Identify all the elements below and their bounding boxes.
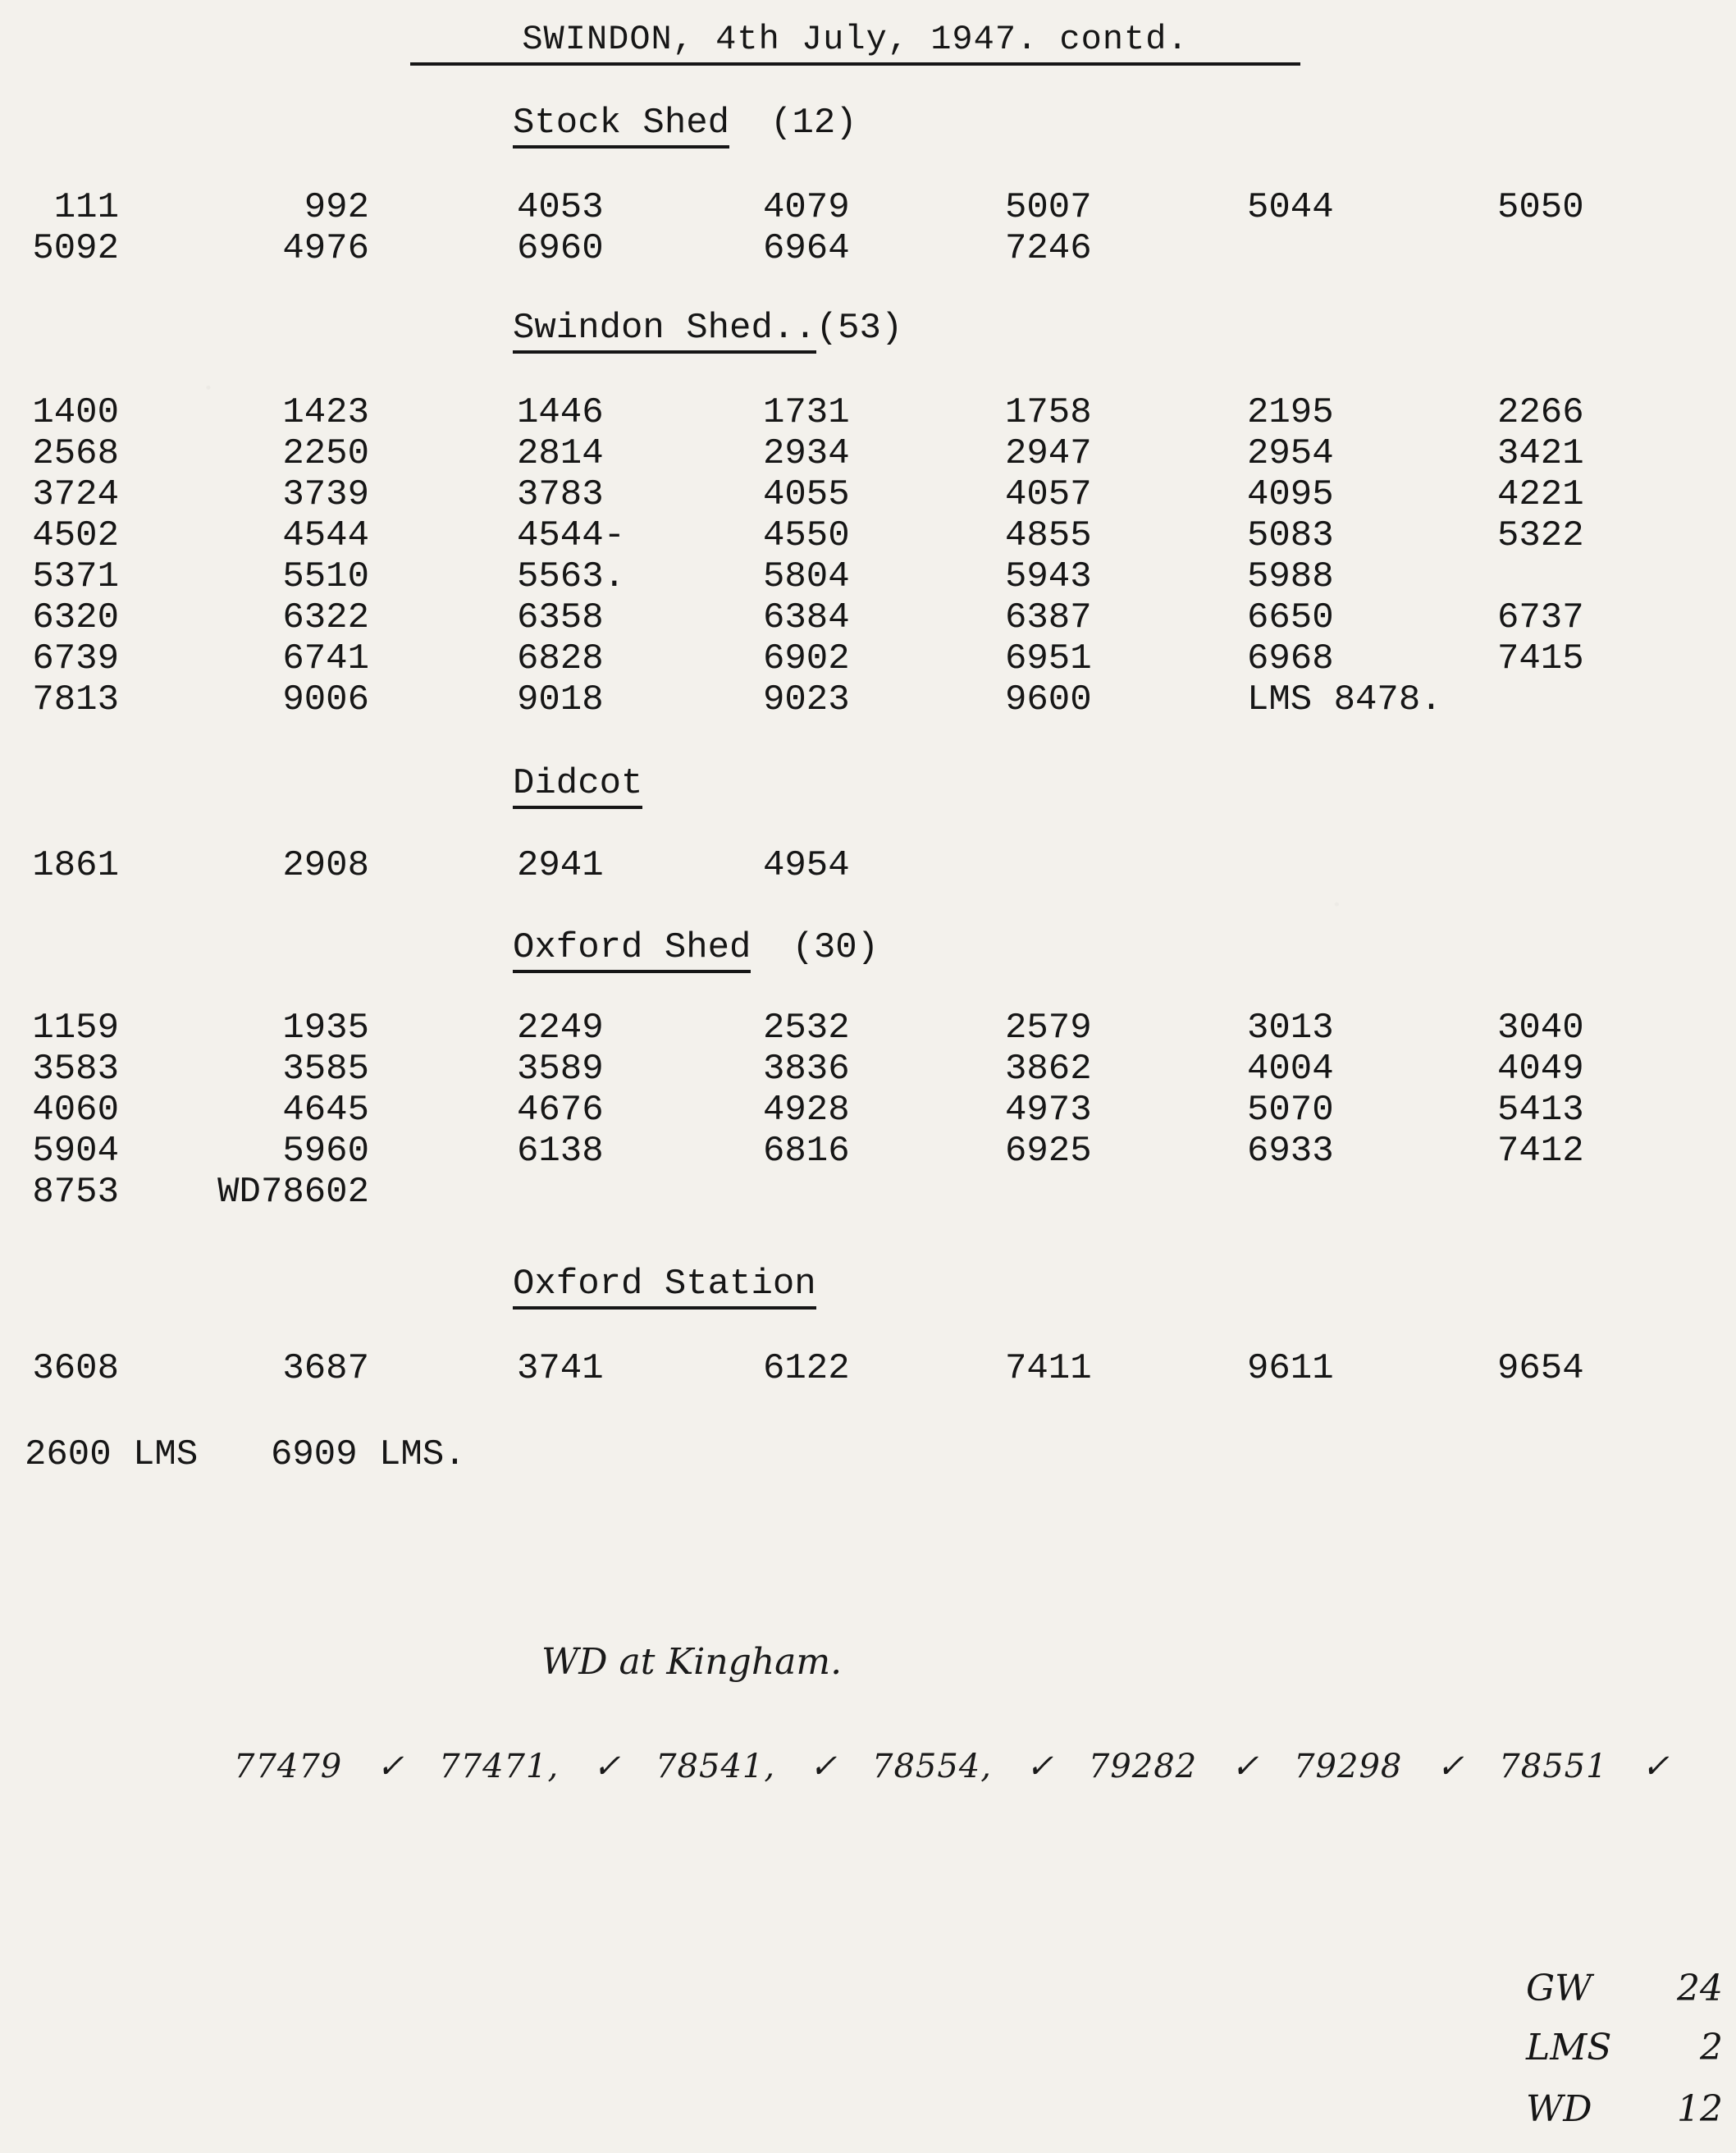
engine-number: 6828	[517, 638, 604, 679]
engine-number: LMS 8478.	[1247, 679, 1442, 720]
engine-number: 1159	[32, 1008, 119, 1049]
engine-number: 5007	[1005, 187, 1092, 228]
engine-number: 5050	[1497, 187, 1584, 228]
table-row	[0, 1049, 1736, 1090]
tally-row	[1526, 2088, 1723, 2130]
section-name: Stock Shed	[513, 103, 729, 149]
engine-number: 4544	[282, 515, 369, 556]
tally-key: GW	[1526, 1968, 1592, 2009]
engine-number: 3608	[32, 1348, 119, 1389]
engine-number: 6358	[517, 597, 604, 638]
table-row	[0, 845, 1736, 886]
engine-number: 6384	[763, 597, 850, 638]
section-heading-oxford-shed	[513, 927, 879, 968]
engine-number: 5371	[32, 556, 119, 597]
engine-number: 5904	[32, 1131, 119, 1172]
engine-number: 2941	[517, 845, 604, 886]
engine-number: 2908	[282, 845, 369, 886]
table-row	[0, 187, 1736, 228]
table-row	[0, 597, 1736, 638]
engine-number: 4057	[1005, 474, 1092, 515]
engine-number: 4928	[763, 1090, 850, 1131]
engine-number: 4502	[32, 515, 119, 556]
engine-number: 9018	[517, 679, 604, 720]
engine-number: 2600 LMS	[25, 1434, 199, 1475]
engine-number: 3687	[282, 1348, 369, 1389]
engine-number: 2814	[517, 433, 604, 474]
engine-number: 6902	[763, 638, 850, 679]
engine-number: 992	[304, 187, 369, 228]
engine-number: 4973	[1005, 1090, 1092, 1131]
table-row	[0, 515, 1736, 556]
table-row	[0, 474, 1736, 515]
engine-number: 6951	[1005, 638, 1092, 679]
engine-number: 111	[53, 187, 119, 228]
engine-number: 2250	[282, 433, 369, 474]
engine-number: 9654	[1497, 1348, 1584, 1389]
section-heading-stock-shed	[513, 103, 857, 144]
tally-value: 12	[1677, 2088, 1723, 2130]
section-heading-didcot	[513, 763, 642, 804]
engine-number: 4676	[517, 1090, 604, 1131]
tally-key: LMS	[1526, 2027, 1612, 2068]
engine-number: 1400	[32, 392, 119, 433]
section-name: Oxford Shed	[513, 927, 751, 973]
engine-number: 1758	[1005, 392, 1092, 433]
tally-key: WD	[1526, 2088, 1592, 2130]
table-row	[0, 1434, 1736, 1475]
engine-number: 3585	[282, 1049, 369, 1090]
engine-number: 4055	[763, 474, 850, 515]
engine-number: 5960	[282, 1131, 369, 1172]
engine-number: 3583	[32, 1049, 119, 1090]
engine-number: 4544-	[517, 515, 626, 556]
engine-number: 3739	[282, 474, 369, 515]
table-row	[0, 1131, 1736, 1172]
engine-number: 2568	[32, 433, 119, 474]
engine-number: 3862	[1005, 1049, 1092, 1090]
section-count: (53)	[815, 308, 903, 349]
engine-number: 5322	[1497, 515, 1584, 556]
engine-number: 9006	[282, 679, 369, 720]
engine-number: 6387	[1005, 597, 1092, 638]
section-heading-swindon-shed	[513, 308, 902, 349]
engine-number: 9023	[763, 679, 850, 720]
engine-number: 6960	[517, 228, 604, 269]
engine-number: 6925	[1005, 1131, 1092, 1172]
engine-number: 4049	[1497, 1049, 1584, 1090]
engine-number: 5413	[1497, 1090, 1584, 1131]
engine-number: 2249	[517, 1008, 604, 1049]
engine-number: 8753	[32, 1172, 119, 1213]
engine-number: 3783	[517, 474, 604, 515]
engine-number: 6122	[763, 1348, 850, 1389]
engine-number: 4855	[1005, 515, 1092, 556]
engine-number: 2954	[1247, 433, 1334, 474]
engine-number: 2266	[1497, 392, 1584, 433]
engine-number: 6816	[763, 1131, 850, 1172]
engine-number: 4095	[1247, 474, 1334, 515]
table-row	[0, 638, 1736, 679]
engine-number: 5943	[1005, 556, 1092, 597]
engine-number: 9611	[1247, 1348, 1334, 1389]
table-row	[0, 556, 1736, 597]
engine-number: 5070	[1247, 1090, 1334, 1131]
tally-value: 2	[1700, 2027, 1723, 2068]
engine-number: 5510	[282, 556, 369, 597]
tally-row	[1526, 1968, 1723, 2009]
engine-number: 6933	[1247, 1131, 1334, 1172]
engine-number: 4221	[1497, 474, 1584, 515]
engine-number: 9600	[1005, 679, 1092, 720]
engine-number: 3741	[517, 1348, 604, 1389]
engine-number: 3013	[1247, 1008, 1334, 1049]
tally-value: 24	[1677, 1968, 1723, 2009]
engine-number: 1731	[763, 392, 850, 433]
engine-number: 1861	[32, 845, 119, 886]
engine-number: 1446	[517, 392, 604, 433]
table-row	[0, 1090, 1736, 1131]
section-name: Didcot	[513, 763, 642, 809]
engine-number: 4060	[32, 1090, 119, 1131]
engine-number: 3040	[1497, 1008, 1584, 1049]
engine-number: 5092	[32, 228, 119, 269]
engine-number: 1935	[282, 1008, 369, 1049]
table-row	[0, 228, 1736, 269]
engine-number: 2195	[1247, 392, 1334, 433]
section-name: Oxford Station	[513, 1264, 816, 1310]
engine-number: 2934	[763, 433, 850, 474]
engine-number: 3724	[32, 474, 119, 515]
table-row	[0, 1008, 1736, 1049]
table-row	[0, 1172, 1736, 1213]
section-count: (12)	[770, 103, 857, 144]
engine-number: 3836	[763, 1049, 850, 1090]
handwritten-note-title: WD at Kingham.	[541, 1641, 843, 1683]
engine-number: 4976	[282, 228, 369, 269]
engine-number: 6320	[32, 597, 119, 638]
section-heading-oxford-station	[513, 1264, 816, 1305]
engine-number: 7813	[32, 679, 119, 720]
engine-number: 6741	[282, 638, 369, 679]
engine-number: 6968	[1247, 638, 1334, 679]
engine-number: 4079	[763, 187, 850, 228]
engine-number: 6322	[282, 597, 369, 638]
engine-number: 7412	[1497, 1131, 1584, 1172]
engine-number: 4954	[763, 845, 850, 886]
engine-number: 5988	[1247, 556, 1334, 597]
engine-number: 4645	[282, 1090, 369, 1131]
engine-number: 2947	[1005, 433, 1092, 474]
table-row	[0, 679, 1736, 720]
engine-number: 4053	[517, 187, 604, 228]
section-count: (30)	[792, 927, 879, 968]
engine-number: 7411	[1005, 1348, 1092, 1389]
engine-number: WD78602	[217, 1172, 369, 1213]
engine-number: 5804	[763, 556, 850, 597]
engine-number: 6138	[517, 1131, 604, 1172]
engine-number: 5044	[1247, 187, 1334, 228]
engine-number: 6739	[32, 638, 119, 679]
engine-number: 2532	[763, 1008, 850, 1049]
engine-number: 5083	[1247, 515, 1334, 556]
engine-number: 2579	[1005, 1008, 1092, 1049]
engine-number: 6964	[763, 228, 850, 269]
engine-number: 1423	[282, 392, 369, 433]
engine-number: 6909 LMS.	[271, 1434, 466, 1475]
engine-number: 7246	[1005, 228, 1092, 269]
engine-number: 4004	[1247, 1049, 1334, 1090]
engine-number: 7415	[1497, 638, 1584, 679]
section-name: Swindon Shed..	[513, 308, 816, 354]
page-title: SWINDON, 4th July, 1947. contd.	[410, 20, 1300, 66]
engine-number: 3589	[517, 1049, 604, 1090]
tally-row	[1526, 2027, 1723, 2068]
engine-number: 6737	[1497, 597, 1584, 638]
engine-number: 6650	[1247, 597, 1334, 638]
table-row	[0, 433, 1736, 474]
engine-number: 5563.	[517, 556, 626, 597]
table-row	[0, 1348, 1736, 1389]
table-row	[0, 392, 1736, 433]
engine-number: 3421	[1497, 433, 1584, 474]
handwritten-numbers: 77479 ✓ 77471, ✓ 78541, ✓ 78554, ✓ 79282 ✓ 79298 ✓ 78551 ✓	[234, 1748, 1670, 1785]
engine-number: 4550	[763, 515, 850, 556]
